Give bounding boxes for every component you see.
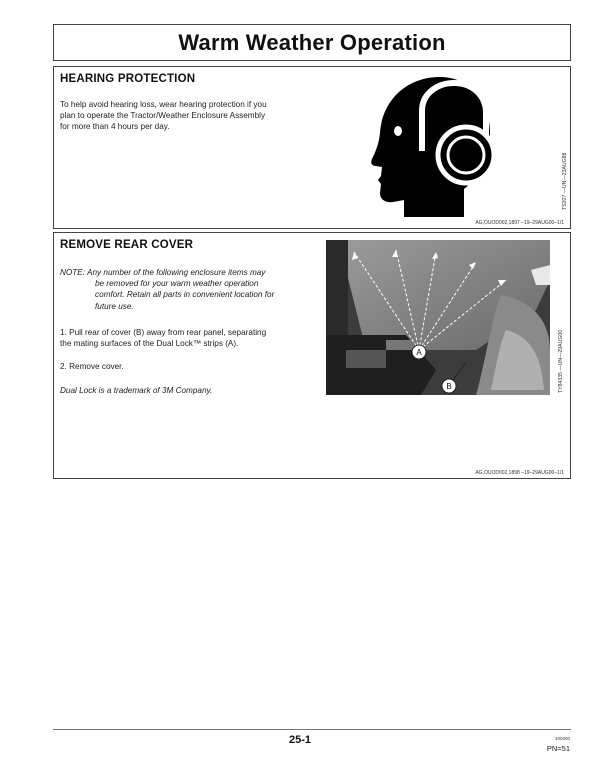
title-box	[53, 24, 571, 61]
body-line: plan to operate the Tractor/Weather Enclosure Assembly	[60, 111, 266, 121]
reference-code: AG,OUOD002,1897 –19–29AUG00–1/1	[475, 220, 564, 226]
step-line: 1. Pull rear of cover (B) away from rear panel, separating	[60, 328, 267, 337]
rear-cover-illustration	[326, 240, 550, 395]
figure-code: TY84335 —UN—29AUG00	[558, 329, 564, 393]
body-line: To help avoid hearing loss, wear hearing protection if you	[60, 100, 267, 109]
note-label: NOTE:	[60, 268, 86, 277]
page-title: Warm Weather Operation	[178, 29, 446, 55]
step-1	[60, 327, 266, 349]
figure-code: TS207 —UN—23AUG88	[562, 152, 568, 210]
note-text: Any number of the following enclosure items may	[87, 268, 266, 277]
footer-pn: PN=51	[546, 744, 570, 753]
callout-b-label: B	[446, 382, 452, 391]
footer-rule	[53, 729, 571, 730]
section-heading: REMOVE REAR COVER	[60, 239, 194, 251]
footer-code: 100200	[554, 736, 570, 741]
step-2: 2. Remove cover.	[60, 362, 124, 371]
callout-a-label: A	[416, 348, 422, 357]
rear-cover-photo	[326, 240, 550, 395]
hearing-body	[60, 99, 267, 133]
page-number: 25-1	[288, 734, 312, 746]
hearing-protection-section	[53, 66, 571, 229]
trademark-note: Dual Lock is a trademark of 3M Company.	[60, 386, 213, 395]
hearing-protection-icon	[368, 71, 523, 221]
note-text: comfort. Retain all parts in convenient location for	[95, 290, 275, 300]
note-text: future use.	[95, 301, 134, 311]
section-heading: HEARING PROTECTION	[60, 73, 196, 85]
note-text: be removed for your warm weather operation	[95, 279, 259, 289]
step-line: the mating surfaces of the Dual Lock™ strips (A).	[60, 339, 239, 349]
remove-rear-cover-section	[53, 232, 571, 479]
reference-code: AG,OUOD002,1898 –19–29AUG00–1/1	[475, 470, 564, 476]
body-line: for more than 4 hours per day.	[60, 122, 170, 132]
note-block	[60, 267, 322, 312]
